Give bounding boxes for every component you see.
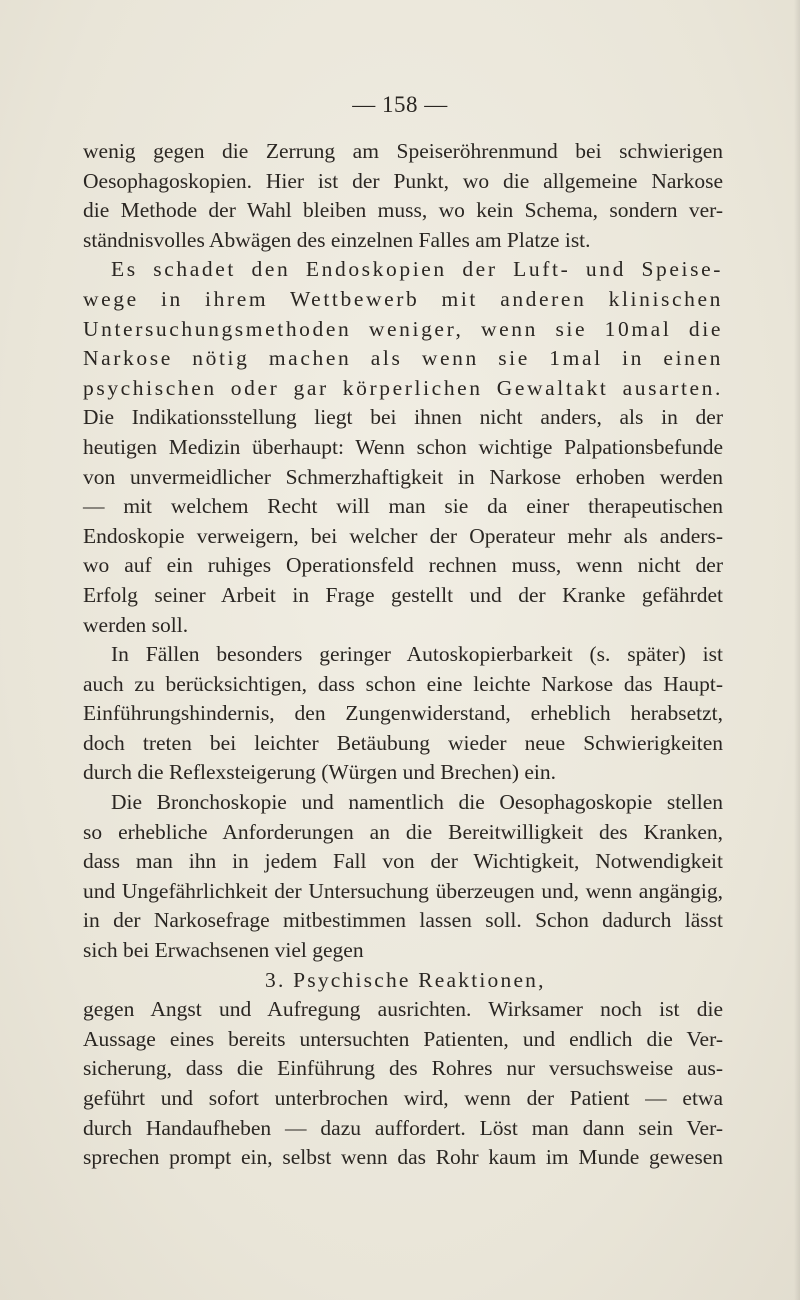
- page-body-text: [83, 137, 723, 1173]
- text-line: Endoskopie verweigern, bei welcher der Operateur mehr als anders-: [83, 523, 723, 548]
- text-line: psychischen oder gar körperlichen Gewaltakt ausarten.: [83, 375, 723, 400]
- text-line: wenig gegen die Zerrung am Speiseröhrenmund bei schwierigen: [83, 139, 723, 163]
- text-line: Narkose nötig machen als wenn sie 1mal in einen: [83, 346, 723, 371]
- text-line: — mit welchem Recht will man sie da einer therapeutischen: [83, 494, 723, 519]
- text-line: so erhebliche Anforderungen an die Bereitwilligkeit des Kranken,: [83, 819, 723, 844]
- text-line: und Ungefährlichkeit der Untersuchung überzeugen und, wenn angängig,: [83, 878, 723, 903]
- page-edge-shadow: [794, 0, 800, 1300]
- text-line: durch Handaufheben — dazu auffordert. Löst man dann sein Ver-: [83, 1115, 723, 1140]
- section-heading: 3. Psychische Reaktionen,: [265, 967, 546, 992]
- text-line: die Methode der Wahl bleiben muss, wo kein Schema, sondern ver-: [83, 198, 723, 223]
- text-line: heutigen Medizin überhaupt: Wenn schon wichtige Palpationsbefunde: [83, 434, 723, 459]
- text-line: wo auf ein ruhiges Operationsfeld rechnen muss, wenn nicht der: [83, 553, 723, 578]
- text-line: Die Indikationsstellung liegt bei ihnen nicht anders, als in der: [83, 405, 723, 430]
- text-line: Oesophagoskopien. Hier ist der Punkt, wo die allgemeine Narkose: [83, 168, 723, 193]
- text-line: Untersuchungsmethoden weniger, wenn sie 10mal die: [83, 316, 723, 341]
- text-line: sich bei Erwachsenen viel gegen: [83, 938, 364, 963]
- text-line: In Fällen besonders geringer Autoskopierbarkeit (s. später) ist: [111, 642, 723, 667]
- text-line: Aussage eines bereits untersuchten Patienten, und endlich die Ver-: [83, 1026, 723, 1051]
- text-line: wege in ihrem Wettbewerb mit anderen klinischen: [83, 286, 723, 311]
- text-line: Es schadet den Endoskopien der Luft- und Speise-: [111, 257, 723, 282]
- text-line: Erfolg seiner Arbeit in Frage gestellt und der Kranke gefährdet: [83, 582, 723, 607]
- text-line: doch treten bei leichter Betäubung wieder neue Schwierigkeiten: [83, 730, 723, 755]
- text-line: in der Narkosefrage mitbestimmen lassen soll. Schon dadurch lässt: [83, 908, 723, 933]
- text-line: Einführungshindernis, den Zungenwiderstand, erheblich herabsetzt,: [83, 701, 723, 726]
- text-line: Die Bronchoskopie und namentlich die Oesophagoskopie stellen: [111, 790, 723, 815]
- text-line: dass man ihn in jedem Fall von der Wichtigkeit, Notwendigkeit: [83, 849, 723, 874]
- text-line: durch die Reflexsteigerung (Würgen und Brechen) ein.: [83, 760, 557, 785]
- text-line: geführt und sofort unterbrochen wird, wenn der Patient — etwa: [83, 1086, 723, 1110]
- text-line: sicherung, dass die Einführung des Rohres nur versuchsweise aus-: [83, 1056, 723, 1081]
- page-number-header: — 158 —: [352, 92, 448, 117]
- text-line: auch zu berücksichtigen, dass schon eine leichte Narkose das Haupt-: [83, 671, 723, 696]
- text-line: ständnisvolles Abwägen des einzelnen Falles am Platze ist.: [83, 227, 591, 252]
- text-line: gegen Angst und Aufregung ausrichten. Wirksamer noch ist die: [83, 997, 723, 1022]
- text-line: von unvermeidlicher Schmerzhaftigkeit in Narkose erhoben werden: [83, 464, 723, 489]
- text-line: sprechen prompt ein, selbst wenn das Rohr kaum im Munde gewesen: [83, 1145, 723, 1170]
- text-line: werden soll.: [83, 612, 189, 637]
